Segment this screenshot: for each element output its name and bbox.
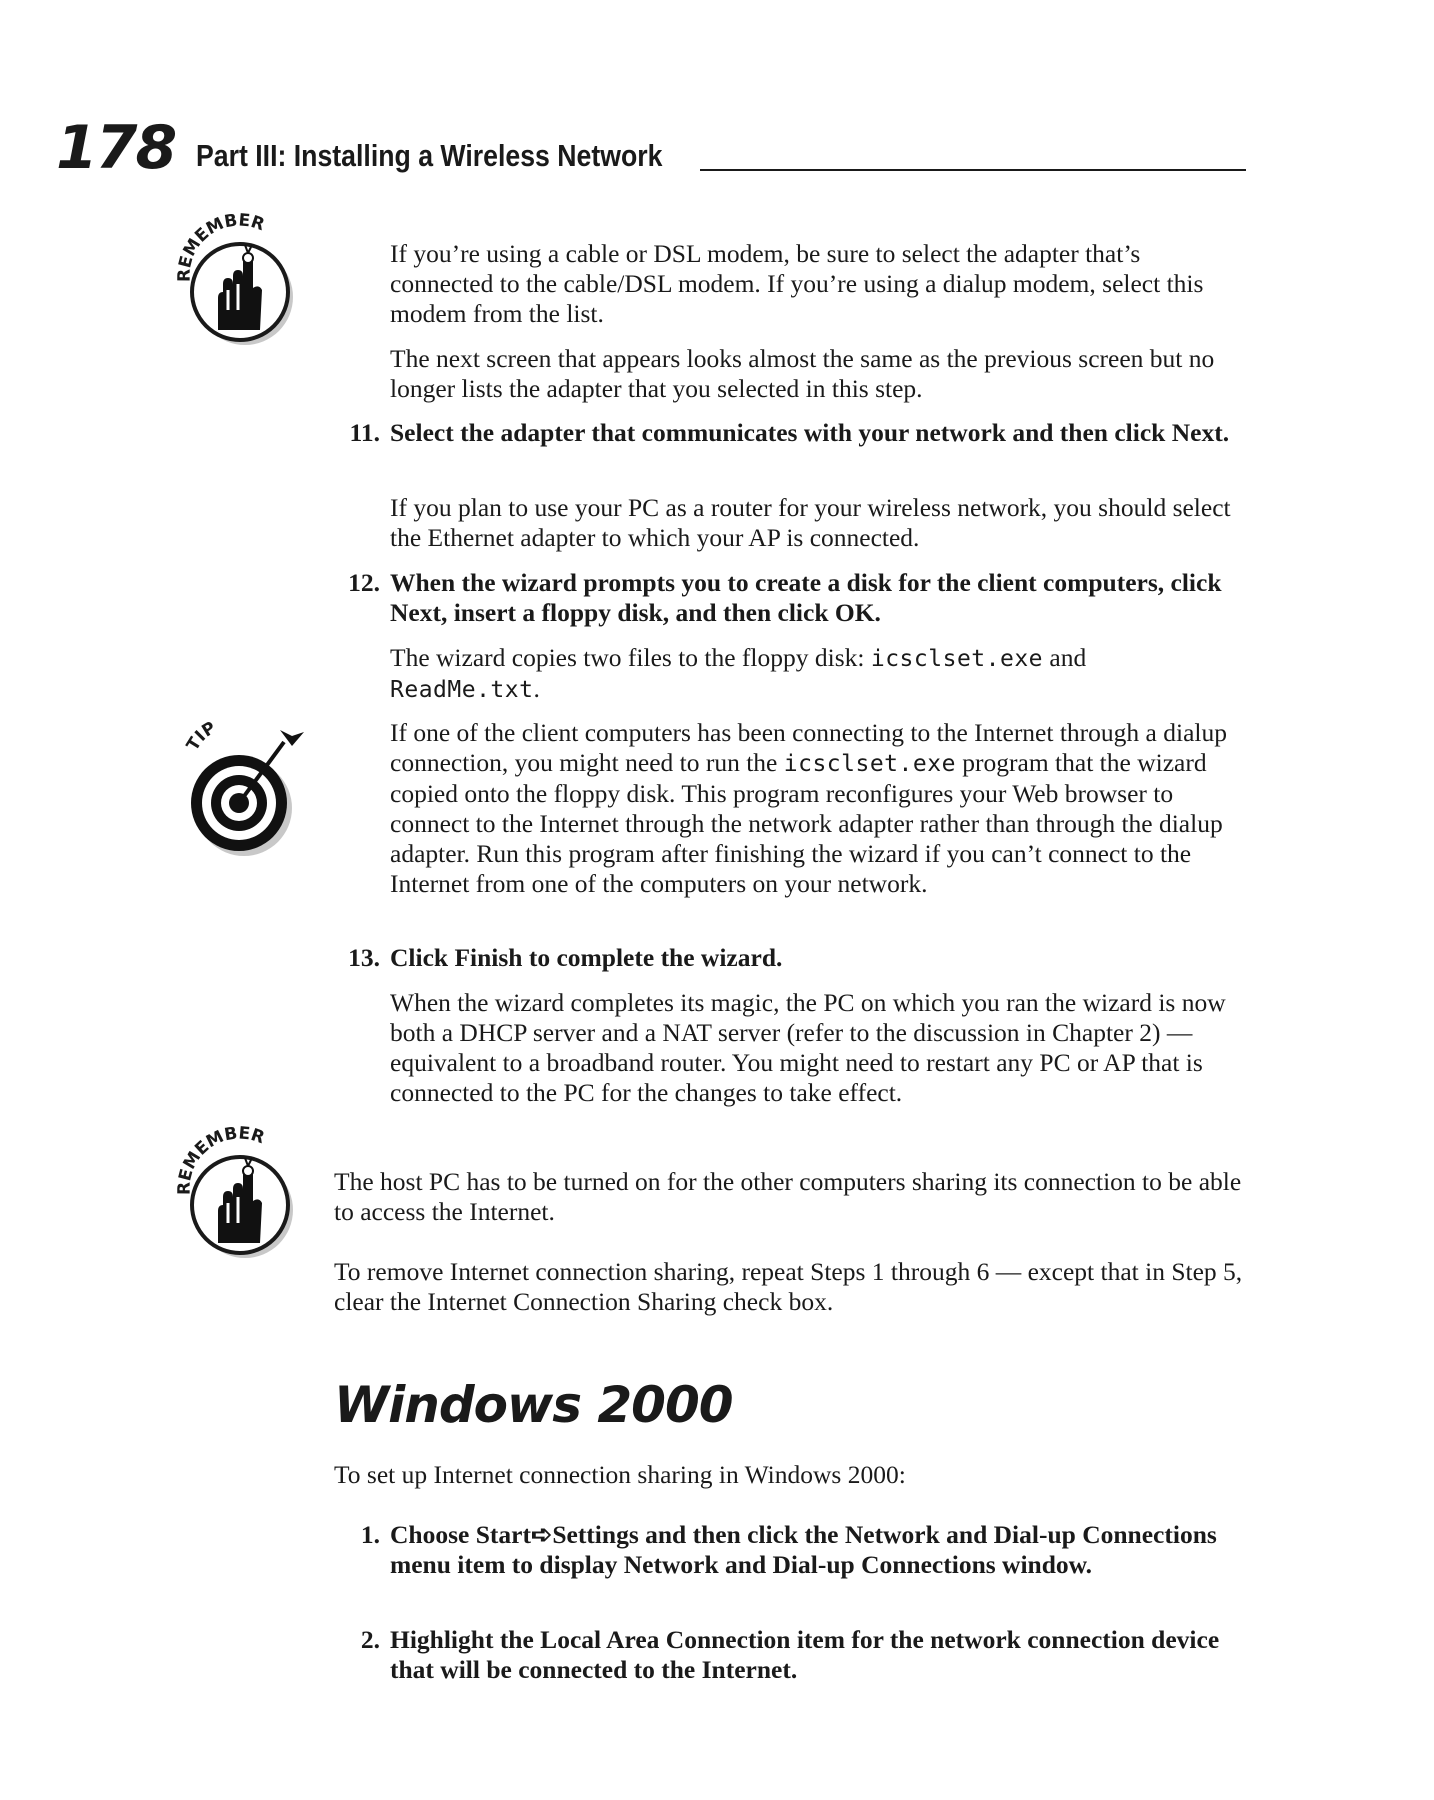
filename: icsclset.exe xyxy=(783,751,956,777)
paragraph xyxy=(390,643,1240,705)
remember-icon xyxy=(170,212,306,348)
filename: icsclset.exe xyxy=(870,646,1044,672)
step-number: 11. xyxy=(349,418,380,447)
step-text: Highlight the Local Area Connection item for the network connection device that will be connected to the Internet. xyxy=(390,1625,1220,1684)
paragraph: If you plan to use your PC as a router for your wireless network, you should select the Ethernet adapter to which your AP is connected. xyxy=(390,493,1231,552)
step-text: Click Finish to complete the wizard. xyxy=(390,943,783,972)
paragraph: The host PC has to be turned on for the other computers sharing its connection to be able to access the Internet. xyxy=(334,1167,1242,1226)
filename: ReadMe.txt xyxy=(390,677,534,703)
header-rule xyxy=(700,169,1246,171)
remember-label: REMEMBER xyxy=(174,1125,268,1196)
paragraph xyxy=(390,718,1240,899)
step-text: Choose Start➪Settings and then click the Network and Dial-up Connections menu item to display Network and Dial-up Connections window. xyxy=(390,1520,1217,1579)
step-number: 13. xyxy=(348,943,380,972)
remember-icon xyxy=(170,1125,306,1261)
text-run: The wizard copies two files to the floppy disk: xyxy=(390,643,871,672)
running-title: Part III: Installing a Wireless Network xyxy=(196,138,663,173)
step-number: 12. xyxy=(348,568,380,597)
step-number: 2. xyxy=(360,1625,380,1654)
paragraph: To set up Internet connection sharing in Windows 2000: xyxy=(334,1460,906,1489)
svg-text:TIP xyxy=(183,718,220,755)
paragraph: If you’re using a cable or DSL modem, be sure to select the adapter that’s connected to the cable/DSL modem. If you’re using a dialup modem, select this modem from the list. xyxy=(390,239,1204,328)
step-number: 1. xyxy=(360,1520,380,1549)
text-run: and xyxy=(1043,643,1087,672)
text-run: . xyxy=(533,674,540,703)
remember-label: REMEMBER xyxy=(174,212,268,283)
tip-icon xyxy=(180,710,310,860)
text-run: If one of the client computers has been connecting to the Internet through a dialup connection, you might need to run the xyxy=(390,718,1227,777)
text-run: program that the wizard copied onto the floppy disk. This program reconfigures your Web browser to connect to the Internet through the network adapter rather than through the dialup adapter. Run this program after finishing the wizard if you can’t connect to the Internet from one of the computers on your network. xyxy=(390,748,1223,898)
step-text: When the wizard prompts you to create a disk for the client computers, click Next, insert a floppy disk, and then click OK. xyxy=(390,568,1222,627)
tip-label: TIP xyxy=(182,717,220,755)
section-title: Windows 2000 xyxy=(334,1376,733,1434)
step-text: Select the adapter that communicates with your network and then click Next. xyxy=(390,418,1230,447)
page-number: 178 xyxy=(56,113,176,183)
paragraph: The next screen that appears looks almost the same as the previous screen but no longer lists the adapter that you selected in this step. xyxy=(390,344,1215,403)
running-head xyxy=(196,140,1246,171)
paragraph: When the wizard completes its magic, the PC on which you ran the wizard is now both a DHCP server and a NAT server (refer to the discussion in Chapter 2) — equivalent to a broadband router. You might need to restart any PC or AP that is connected to the PC for the changes to take effect. xyxy=(390,988,1226,1107)
paragraph: To remove Internet connection sharing, repeat Steps 1 through 6 — except that in Step 5, clear the Internet Connection Sharing check box. xyxy=(334,1257,1243,1316)
